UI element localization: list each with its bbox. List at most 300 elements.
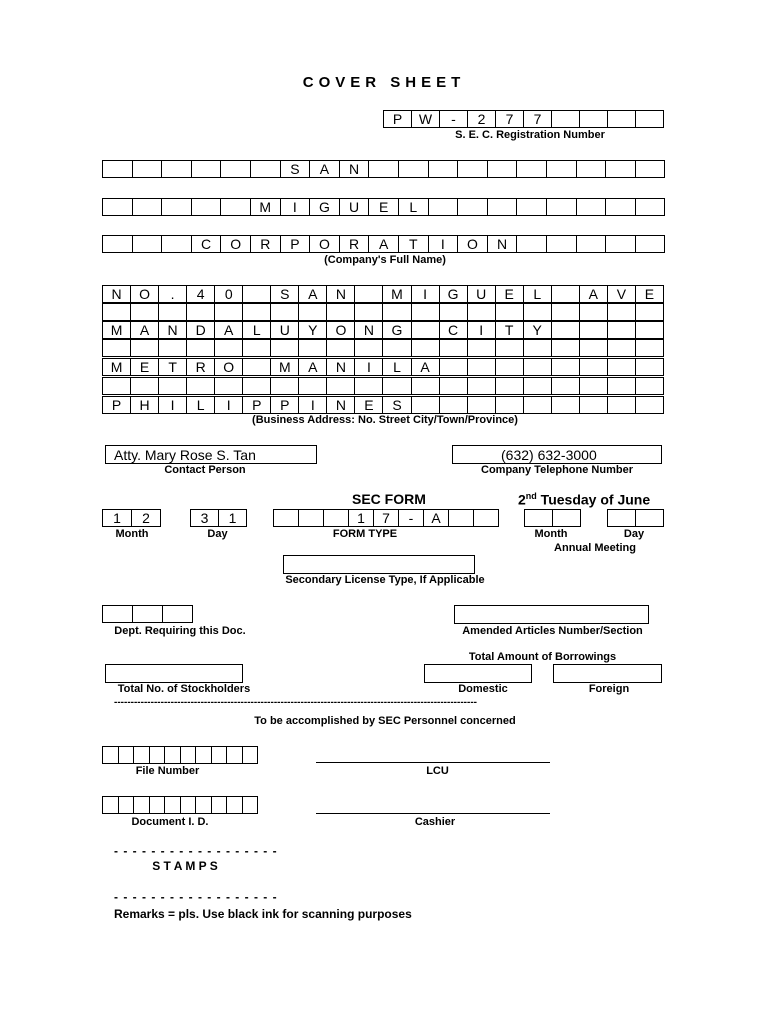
grid-cell[interactable]: I	[158, 396, 187, 414]
telephone-label: Company Telephone Number	[481, 464, 633, 476]
grid-cell[interactable]	[118, 796, 135, 814]
grid-cell[interactable]	[523, 377, 552, 395]
grid-cell[interactable]	[607, 110, 636, 128]
grid-cell[interactable]: 0	[214, 285, 243, 303]
grid-cell[interactable]: -	[398, 509, 424, 527]
grid-cell[interactable]	[382, 303, 411, 321]
grid-cell[interactable]	[130, 339, 159, 357]
grid-cell[interactable]	[635, 358, 664, 376]
grid-cell[interactable]: U	[467, 285, 496, 303]
grid-cell[interactable]	[102, 796, 119, 814]
sec-form-heading: SEC FORM	[352, 491, 426, 507]
grid-cell[interactable]	[552, 509, 581, 527]
cashier-line[interactable]	[316, 813, 550, 814]
address-label: (Business Address: No. Street City/Town/Province)	[252, 414, 518, 426]
grid-cell[interactable]	[214, 377, 243, 395]
grid-cell[interactable]	[607, 339, 636, 357]
grid-cell[interactable]	[607, 321, 636, 339]
grid-cell[interactable]: N	[326, 285, 355, 303]
grid-cell[interactable]: N	[354, 321, 383, 339]
grid-cell[interactable]	[439, 396, 468, 414]
grid-cell[interactable]	[242, 746, 259, 764]
grid-cell[interactable]: I	[354, 358, 383, 376]
grid-cell[interactable]	[579, 377, 608, 395]
grid-cell[interactable]: I	[280, 198, 311, 216]
grid-cell[interactable]	[273, 509, 299, 527]
grid-cell[interactable]	[487, 160, 518, 178]
grid-cell[interactable]	[439, 303, 468, 321]
grid-cell[interactable]: A	[214, 321, 243, 339]
grid-cell[interactable]	[495, 339, 524, 357]
document-id-grid[interactable]	[102, 796, 258, 814]
grid-cell[interactable]	[635, 321, 664, 339]
grid-cell[interactable]	[162, 605, 193, 623]
grid-cell[interactable]	[211, 746, 228, 764]
grid-cell[interactable]	[439, 339, 468, 357]
grid-cell[interactable]	[102, 377, 131, 395]
grid-cell[interactable]	[158, 377, 187, 395]
grid-cell[interactable]	[161, 198, 192, 216]
grid-cell[interactable]: L	[398, 198, 429, 216]
grid-cell[interactable]	[186, 377, 215, 395]
annual-meeting-ordinal-suffix: nd	[525, 491, 537, 501]
grid-cell[interactable]: A	[579, 285, 608, 303]
grid-cell[interactable]	[132, 198, 163, 216]
grid-cell[interactable]: R	[186, 358, 215, 376]
grid-cell[interactable]: L	[382, 358, 411, 376]
grid-cell[interactable]	[495, 377, 524, 395]
company-name-row-2[interactable]	[102, 198, 665, 216]
grid-cell[interactable]	[270, 303, 299, 321]
sec-registration-label: S. E. C. Registration Number	[455, 129, 605, 141]
domestic-borrowings-field[interactable]	[424, 664, 532, 683]
grid-cell[interactable]: G	[382, 321, 411, 339]
form-type-grid[interactable]	[273, 509, 499, 527]
annual-meeting-day-label: Day	[623, 528, 645, 540]
grid-cell[interactable]	[226, 796, 243, 814]
grid-cell[interactable]: I	[467, 321, 496, 339]
grid-cell[interactable]: O	[220, 235, 251, 253]
grid-cell[interactable]: U	[339, 198, 370, 216]
grid-cell[interactable]	[242, 303, 271, 321]
grid-cell[interactable]	[495, 303, 524, 321]
grid-cell[interactable]: T	[398, 235, 429, 253]
grid-cell[interactable]: M	[102, 358, 131, 376]
address-row-4[interactable]	[102, 339, 664, 357]
grid-cell[interactable]: S	[382, 396, 411, 414]
annual-meeting-heading	[518, 491, 650, 508]
grid-cell[interactable]	[516, 160, 547, 178]
grid-cell[interactable]	[133, 796, 150, 814]
annual-meeting-label: Annual Meeting	[554, 542, 636, 554]
grid-cell[interactable]	[576, 198, 607, 216]
grid-cell[interactable]: U	[270, 321, 299, 339]
grid-cell[interactable]	[495, 396, 524, 414]
grid-cell[interactable]	[191, 160, 222, 178]
grid-cell[interactable]	[149, 746, 166, 764]
grid-cell[interactable]	[132, 605, 163, 623]
grid-cell[interactable]	[411, 396, 440, 414]
grid-cell[interactable]: V	[607, 285, 636, 303]
grid-cell[interactable]: O	[326, 321, 355, 339]
grid-cell[interactable]: N	[326, 358, 355, 376]
grid-cell[interactable]	[635, 396, 664, 414]
grid-cell[interactable]	[473, 509, 499, 527]
grid-cell[interactable]	[579, 110, 608, 128]
grid-cell[interactable]: L	[523, 285, 552, 303]
grid-cell[interactable]: P	[242, 396, 271, 414]
grid-cell[interactable]: I	[298, 396, 327, 414]
grid-cell[interactable]: .	[158, 285, 187, 303]
secondary-license-label: Secondary License Type, If Applicable	[285, 574, 485, 586]
annual-meeting-month-label: Month	[534, 528, 568, 540]
grid-cell[interactable]	[439, 358, 468, 376]
grid-cell[interactable]: O	[457, 235, 488, 253]
telephone-field[interactable]: (632) 632-3000	[452, 445, 662, 464]
grid-cell[interactable]	[523, 358, 552, 376]
grid-cell[interactable]: E	[130, 358, 159, 376]
grid-cell[interactable]: L	[186, 396, 215, 414]
grid-cell[interactable]	[546, 198, 577, 216]
form-type-label: FORM TYPE	[332, 528, 398, 540]
grid-cell[interactable]	[607, 396, 636, 414]
amended-articles-label: Amended Articles Number/Section	[462, 625, 643, 637]
grid-cell[interactable]	[523, 339, 552, 357]
grid-cell[interactable]	[242, 358, 271, 376]
grid-cell[interactable]: 2	[131, 509, 161, 527]
grid-cell[interactable]: I	[214, 396, 243, 414]
grid-cell[interactable]: A	[423, 509, 449, 527]
grid-cell[interactable]	[180, 746, 197, 764]
grid-cell[interactable]	[579, 321, 608, 339]
grid-cell[interactable]	[579, 303, 608, 321]
grid-cell[interactable]	[607, 509, 636, 527]
grid-cell[interactable]	[551, 110, 580, 128]
grid-cell[interactable]	[635, 160, 666, 178]
address-row-1[interactable]	[102, 285, 664, 303]
company-name-row-1[interactable]	[102, 160, 665, 178]
grid-cell[interactable]: O	[214, 358, 243, 376]
grid-cell[interactable]	[579, 358, 608, 376]
fiscal-day-label: Day	[207, 528, 228, 540]
foreign-borrowings-field[interactable]	[553, 664, 662, 683]
grid-cell[interactable]: N	[339, 160, 370, 178]
grid-cell[interactable]	[326, 339, 355, 357]
domestic-label: Domestic	[458, 683, 508, 695]
grid-cell[interactable]: A	[130, 321, 159, 339]
grid-cell[interactable]	[411, 339, 440, 357]
grid-cell[interactable]: H	[130, 396, 159, 414]
fiscal-month-label: Month	[115, 528, 149, 540]
lcu-line[interactable]	[316, 762, 550, 763]
grid-cell[interactable]	[298, 339, 327, 357]
grid-cell[interactable]: C	[191, 235, 222, 253]
grid-cell[interactable]	[523, 303, 552, 321]
address-row-3[interactable]	[102, 321, 664, 339]
grid-cell[interactable]	[382, 377, 411, 395]
grid-cell[interactable]: Y	[298, 321, 327, 339]
grid-cell[interactable]	[242, 339, 271, 357]
grid-cell[interactable]	[326, 303, 355, 321]
grid-cell[interactable]	[130, 303, 159, 321]
address-row-6[interactable]	[102, 377, 664, 395]
grid-cell[interactable]	[220, 160, 251, 178]
grid-cell[interactable]	[551, 358, 580, 376]
grid-cell[interactable]: M	[250, 198, 281, 216]
grid-cell[interactable]: A	[411, 358, 440, 376]
grid-cell[interactable]	[398, 160, 429, 178]
grid-cell[interactable]	[467, 339, 496, 357]
grid-cell[interactable]: T	[495, 321, 524, 339]
grid-cell[interactable]: P	[270, 396, 299, 414]
fiscal-month-grid[interactable]	[102, 509, 161, 527]
grid-cell[interactable]: C	[439, 321, 468, 339]
grid-cell[interactable]	[576, 235, 607, 253]
grid-cell[interactable]	[467, 377, 496, 395]
grid-cell[interactable]	[158, 303, 187, 321]
grid-cell[interactable]	[546, 235, 577, 253]
grid-cell[interactable]	[635, 377, 664, 395]
grid-cell[interactable]	[298, 377, 327, 395]
grid-cell[interactable]	[242, 796, 259, 814]
grid-cell[interactable]	[439, 377, 468, 395]
address-row-2[interactable]	[102, 303, 664, 321]
grid-cell[interactable]	[523, 396, 552, 414]
grid-cell[interactable]	[102, 303, 131, 321]
grid-cell[interactable]: 3	[190, 509, 219, 527]
grid-cell[interactable]	[270, 377, 299, 395]
grid-cell[interactable]	[551, 303, 580, 321]
separator-line: -------------------------------------------------------------------------------------------------------------	[114, 697, 477, 708]
grid-cell[interactable]: Y	[523, 321, 552, 339]
grid-cell[interactable]	[133, 746, 150, 764]
grid-cell[interactable]: P	[102, 396, 131, 414]
grid-cell[interactable]	[102, 198, 133, 216]
grid-cell[interactable]	[411, 377, 440, 395]
grid-cell[interactable]: G	[309, 198, 340, 216]
grid-cell[interactable]	[195, 796, 212, 814]
grid-cell[interactable]: 1	[348, 509, 374, 527]
grid-cell[interactable]	[326, 377, 355, 395]
grid-cell[interactable]	[130, 377, 159, 395]
grid-cell[interactable]: 1	[102, 509, 132, 527]
grid-cell[interactable]: R	[339, 235, 370, 253]
grid-cell[interactable]	[411, 321, 440, 339]
grid-cell[interactable]	[605, 235, 636, 253]
grid-cell[interactable]	[164, 796, 181, 814]
grid-cell[interactable]: D	[186, 321, 215, 339]
grid-cell[interactable]	[164, 746, 181, 764]
grid-cell[interactable]	[161, 235, 192, 253]
grid-cell[interactable]	[102, 235, 133, 253]
grid-cell[interactable]	[411, 303, 440, 321]
grid-cell[interactable]: P	[383, 110, 412, 128]
grid-cell[interactable]	[132, 160, 163, 178]
grid-cell[interactable]	[214, 339, 243, 357]
lcu-label: LCU	[426, 765, 449, 777]
company-name-row-3[interactable]	[102, 235, 665, 253]
grid-cell[interactable]: S	[270, 285, 299, 303]
grid-cell[interactable]	[551, 339, 580, 357]
grid-cell[interactable]: E	[495, 285, 524, 303]
stockholders-field[interactable]	[105, 664, 243, 683]
grid-cell[interactable]	[635, 110, 664, 128]
annual-meeting-month-grid[interactable]	[524, 509, 581, 527]
grid-cell[interactable]	[579, 339, 608, 357]
grid-cell[interactable]	[118, 746, 135, 764]
grid-cell[interactable]: I	[411, 285, 440, 303]
grid-cell[interactable]	[607, 358, 636, 376]
grid-cell[interactable]	[195, 746, 212, 764]
grid-cell[interactable]: S	[280, 160, 311, 178]
amended-articles-field[interactable]	[454, 605, 649, 624]
grid-cell[interactable]: M	[382, 285, 411, 303]
grid-cell[interactable]	[467, 303, 496, 321]
grid-cell[interactable]	[428, 198, 459, 216]
grid-cell[interactable]	[161, 160, 192, 178]
grid-cell[interactable]: M	[102, 321, 131, 339]
grid-cell[interactable]	[524, 509, 553, 527]
grid-cell[interactable]	[102, 746, 119, 764]
grid-cell[interactable]: M	[270, 358, 299, 376]
page-title: COVER SHEET	[302, 74, 466, 91]
grid-cell[interactable]	[635, 339, 664, 357]
grid-cell[interactable]	[270, 339, 299, 357]
grid-cell[interactable]	[635, 198, 666, 216]
grid-cell[interactable]: R	[250, 235, 281, 253]
grid-cell[interactable]	[495, 358, 524, 376]
grid-cell[interactable]: N	[487, 235, 518, 253]
grid-cell[interactable]	[368, 160, 399, 178]
grid-cell[interactable]: A	[298, 358, 327, 376]
grid-cell[interactable]: A	[368, 235, 399, 253]
remarks-text: Remarks = pls. Use black ink for scanning purposes	[114, 907, 412, 921]
sec-registration-grid[interactable]	[383, 110, 664, 128]
grid-cell[interactable]	[242, 285, 271, 303]
grid-cell[interactable]: W	[411, 110, 440, 128]
grid-cell[interactable]	[226, 746, 243, 764]
grid-cell[interactable]: T	[158, 358, 187, 376]
file-number-grid[interactable]	[102, 746, 258, 764]
grid-cell[interactable]	[191, 198, 222, 216]
grid-cell[interactable]	[635, 235, 666, 253]
dept-requiring-grid[interactable]	[102, 605, 193, 623]
grid-cell[interactable]: E	[368, 198, 399, 216]
grid-cell[interactable]: I	[428, 235, 459, 253]
grid-cell[interactable]: 7	[495, 110, 524, 128]
grid-cell[interactable]	[102, 339, 131, 357]
grid-cell[interactable]	[579, 396, 608, 414]
grid-cell[interactable]	[250, 160, 281, 178]
grid-cell[interactable]: E	[354, 396, 383, 414]
grid-cell[interactable]	[551, 396, 580, 414]
grid-cell[interactable]: A	[298, 285, 327, 303]
grid-cell[interactable]	[298, 509, 324, 527]
grid-cell[interactable]	[354, 339, 383, 357]
secondary-license-field[interactable]	[283, 555, 475, 574]
grid-cell[interactable]: L	[242, 321, 271, 339]
annual-meeting-day-grid[interactable]	[607, 509, 664, 527]
contact-person-field[interactable]: Atty. Mary Rose S. Tan	[105, 445, 317, 464]
grid-cell[interactable]	[242, 377, 271, 395]
grid-cell[interactable]	[323, 509, 349, 527]
grid-cell[interactable]: 1	[218, 509, 247, 527]
grid-cell[interactable]	[382, 339, 411, 357]
grid-cell[interactable]: A	[309, 160, 340, 178]
file-number-label: File Number	[135, 765, 200, 777]
grid-cell[interactable]	[354, 303, 383, 321]
grid-cell[interactable]	[158, 339, 187, 357]
grid-cell[interactable]	[428, 160, 459, 178]
grid-cell[interactable]	[516, 198, 547, 216]
grid-cell[interactable]	[635, 303, 664, 321]
grid-cell[interactable]	[298, 303, 327, 321]
grid-cell[interactable]	[354, 285, 383, 303]
grid-cell[interactable]	[551, 321, 580, 339]
grid-cell[interactable]: 7	[523, 110, 552, 128]
address-row-5[interactable]	[102, 358, 664, 376]
grid-cell[interactable]	[186, 303, 215, 321]
document-id-label: Document I. D.	[131, 816, 209, 828]
grid-cell[interactable]	[457, 160, 488, 178]
grid-cell[interactable]	[132, 235, 163, 253]
grid-cell[interactable]	[211, 796, 228, 814]
grid-cell[interactable]	[448, 509, 474, 527]
grid-cell[interactable]	[354, 377, 383, 395]
grid-cell[interactable]	[605, 160, 636, 178]
grid-cell[interactable]	[487, 198, 518, 216]
grid-cell[interactable]	[214, 303, 243, 321]
grid-cell[interactable]	[102, 160, 133, 178]
grid-cell[interactable]: E	[635, 285, 664, 303]
grid-cell[interactable]	[467, 396, 496, 414]
grid-cell[interactable]: P	[280, 235, 311, 253]
grid-cell[interactable]	[635, 509, 664, 527]
grid-cell[interactable]	[607, 377, 636, 395]
grid-cell[interactable]	[516, 235, 547, 253]
grid-cell[interactable]	[551, 377, 580, 395]
grid-cell[interactable]: N	[326, 396, 355, 414]
sec-personnel-label: To be accomplished by SEC Personnel concerned	[254, 715, 516, 727]
grid-cell[interactable]	[576, 160, 607, 178]
dept-requiring-label: Dept. Requiring this Doc.	[114, 625, 246, 637]
contact-person-label: Contact Person	[164, 464, 246, 476]
grid-cell[interactable]	[457, 198, 488, 216]
grid-cell[interactable]	[607, 303, 636, 321]
grid-cell[interactable]: 2	[467, 110, 496, 128]
grid-cell[interactable]	[180, 796, 197, 814]
grid-cell[interactable]: O	[309, 235, 340, 253]
grid-cell[interactable]: N	[102, 285, 131, 303]
grid-cell[interactable]: 4	[186, 285, 215, 303]
grid-cell[interactable]	[220, 198, 251, 216]
grid-cell[interactable]	[102, 605, 133, 623]
grid-cell[interactable]: 7	[373, 509, 399, 527]
grid-cell[interactable]	[467, 358, 496, 376]
grid-cell[interactable]	[149, 796, 166, 814]
grid-cell[interactable]	[551, 285, 580, 303]
grid-cell[interactable]: -	[439, 110, 468, 128]
grid-cell[interactable]: N	[158, 321, 187, 339]
grid-cell[interactable]: O	[130, 285, 159, 303]
address-row-7[interactable]	[102, 396, 664, 414]
stamps-label: S T A M P S	[152, 859, 218, 873]
grid-cell[interactable]	[605, 198, 636, 216]
grid-cell[interactable]: G	[439, 285, 468, 303]
grid-cell[interactable]	[546, 160, 577, 178]
fiscal-day-grid[interactable]	[190, 509, 247, 527]
grid-cell[interactable]	[186, 339, 215, 357]
